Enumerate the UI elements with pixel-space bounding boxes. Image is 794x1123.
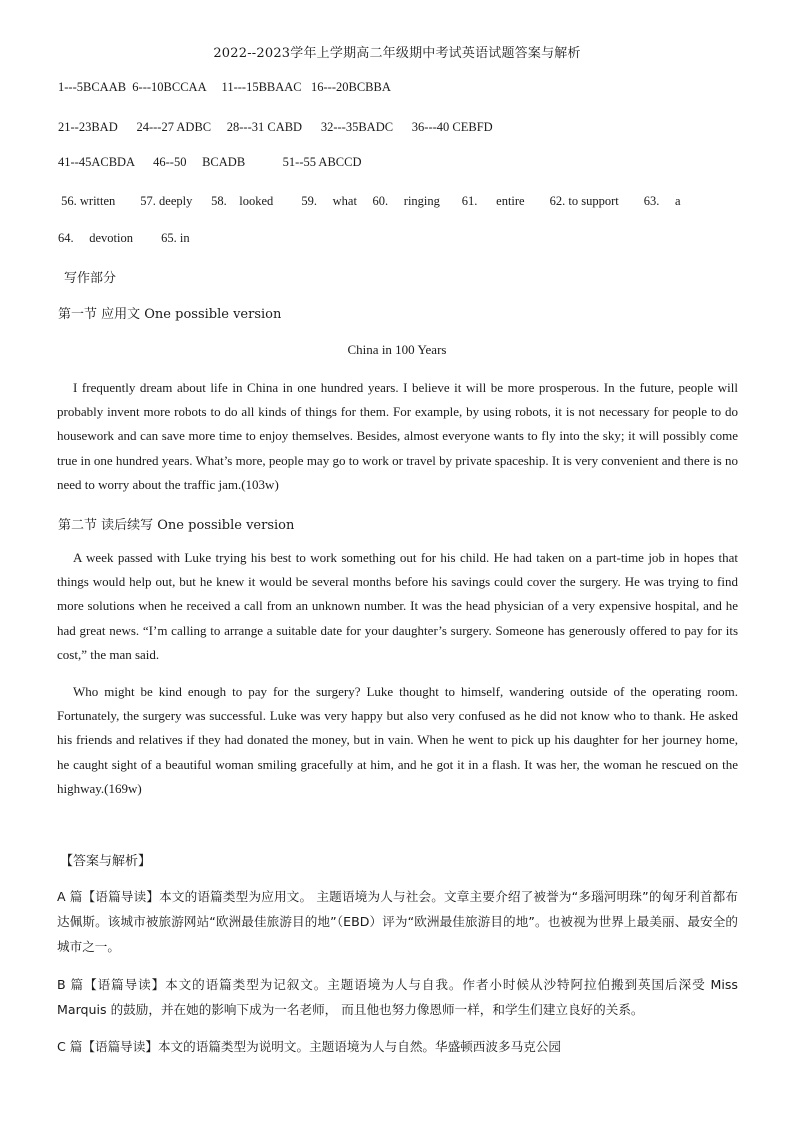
- answer-line-5: 64. devotion 65. in: [58, 231, 190, 245]
- answer-line-1: 1---5BCAAB 6---10BCCAA 11---15BBAAC 16---20BCBBA: [58, 80, 391, 94]
- section1-heading: 第一节 应用文 One possible version: [58, 307, 282, 322]
- answer-line-2: 21--23BAD 24---27 ADBC 28---31 CABD 32---35BADC 36---40 CEBFD: [58, 120, 493, 134]
- answer-line-4: 56. written 57. deeply 58. looked 59. what 60. ringing 61. entire 62. to support 63. a: [58, 194, 681, 208]
- analysis-passage-a: A 篇【语篇导读】本文的语篇类型为应用文。 主题语境为人与社会。文章主要介绍了被誉为“多瑙河明珠”的匈牙利首都布达佩斯。该城市被旅游网站“欧洲最佳旅游目的地”（EBD）评为“欧洲最佳旅游目的地”。也被视为世界上最美丽、最安全的城市之一。: [57, 889, 738, 954]
- page-title: 2022--2023学年上学期高二年级期中考试英语试题答案与解析: [213, 46, 581, 61]
- essay-title: China in 100 Years: [347, 342, 447, 357]
- answer-line-3: 41--45ACBDA 46--50 BCADB 51--55 ABCCD: [58, 155, 362, 169]
- section1-essay-paragraph: I frequently dream about life in China in one hundred years. I believe it will be more prosperous. In the future, people will probably invent more robots to do all kinds of things for them. For example, by using robots, it is not necessary for people to do housework and can save more time to enjoy themselves. Besides, almost everyone wants to fly into the sky; it will possibly come true in one hundred years. What’s more, people may go to work or travel by private spaceship. It is very convenient and there is no need to worry about the traffic jam.(103w): [57, 380, 738, 492]
- section2-heading: 第二节 读后续写 One possible version: [58, 518, 295, 533]
- writing-section-header: 写作部分: [64, 271, 117, 286]
- analysis-passage-c: C 篇【语篇导读】本文的语篇类型为说明文。主题语境为人与自然。华盛顿西波多马克公园: [57, 1039, 561, 1054]
- analysis-header: 【答案与解析】: [60, 854, 152, 869]
- section2-paragraph-1: A week passed with Luke trying his best to work something out for his child. He had taken on a part-time job in hopes that things would help out, but he knew it would be several months before his savings could cover the surgery. He was trying to find more solutions when he received a call from an unknown number. It was the head physician of a very expensive hospital, and he had great news. “I’m calling to arrange a suitable date for your daughter’s surgery. Someone has generously offered to pay for its cost,” the man said.: [57, 550, 738, 662]
- section2-paragraph-2: Who might be kind enough to pay for the surgery? Luke thought to himself, wandering outside of the operating room. Fortunately, the surgery was successful. Luke was very happy but also very confused as he did not know who to thank. He asked his friends and relatives if they had donated the money, but in vain. When he went to pick up his daughter for her journey home, he caught sight of a beautiful woman smiling gracefully at him, and he got it in a flash. It was her, the woman he rescued on the highway.(169w): [57, 684, 738, 796]
- analysis-passage-b: B 篇【语篇导读】本文的语篇类型为记叙文。主题语境为人与自我。作者小时候从沙特阿拉伯搬到英国后深受 Miss Marquis 的鼓励，并在她的影响下成为一名老师， 而且他也努力像恩师一样，和学生们建立良好的关系。: [57, 977, 738, 1017]
